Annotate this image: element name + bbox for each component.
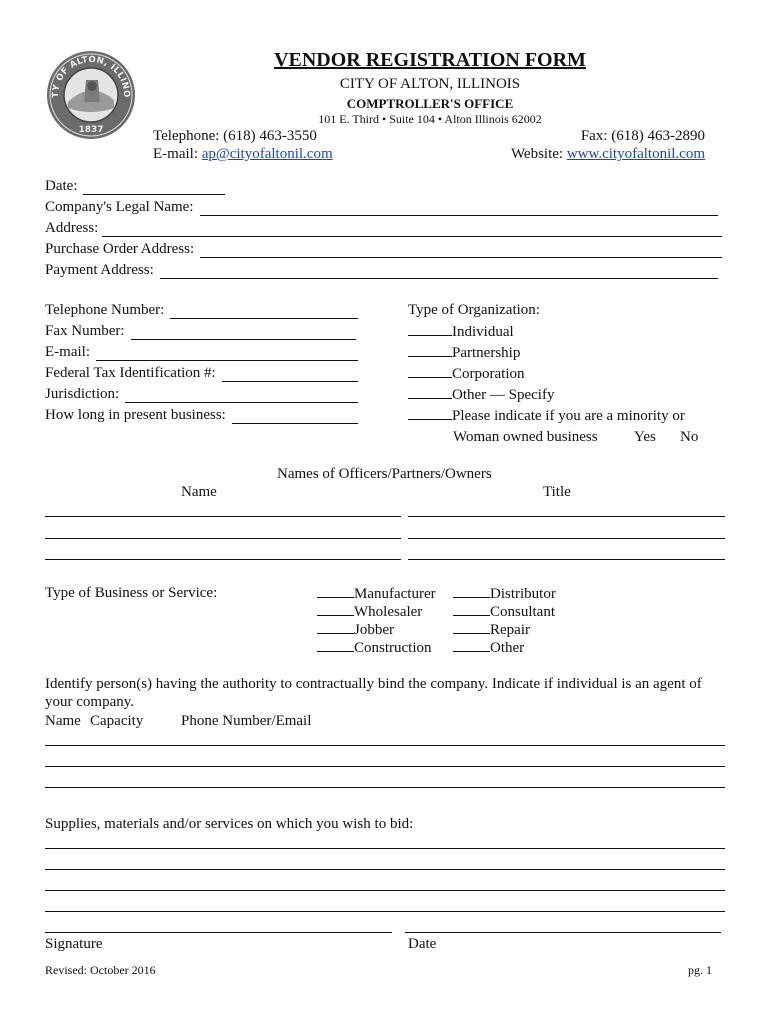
legal-name-label: Company's Legal Name:: [45, 199, 194, 215]
legal-name-field: [45, 199, 718, 216]
city-seal: [46, 50, 136, 140]
how-long-blank[interactable]: [232, 411, 358, 424]
org-blank[interactable]: [408, 407, 452, 420]
address-blank[interactable]: [102, 224, 722, 237]
payment-address-field: [45, 262, 718, 279]
business-option-label: Wholesaler: [354, 604, 423, 620]
email-line: [153, 146, 333, 163]
business-option-label: Manufacturer: [354, 586, 436, 602]
business-option-label: Consultant: [490, 604, 556, 620]
business-blank[interactable]: [453, 585, 490, 598]
business-option-manufacturer[interactable]: [317, 585, 436, 603]
signature-label: Signature: [45, 936, 103, 952]
officers-heading: Names of Officers/Partners/Owners: [277, 466, 492, 482]
business-label: Type of Business or Service:: [45, 585, 218, 601]
business-blank[interactable]: [317, 603, 354, 616]
website-label: Website:: [510, 146, 567, 162]
office-address: 101 E. Third • Suite 104 • Alton Illinois 62002: [318, 112, 542, 126]
date-field: [45, 178, 225, 195]
business-blank[interactable]: [453, 639, 490, 652]
email-field-label: E-mail:: [45, 344, 90, 360]
org-blank[interactable]: [408, 365, 452, 378]
email-label: E-mail:: [153, 146, 202, 162]
business-blank[interactable]: [453, 621, 490, 634]
address-label: Address:: [45, 220, 99, 236]
business-option-label: Jobber: [354, 622, 394, 638]
date-label: Date:: [45, 178, 78, 194]
org-option-minority[interactable]: [408, 407, 685, 425]
business-option-label: Other: [490, 640, 525, 656]
po-address-label: Purchase Order Address:: [45, 241, 195, 257]
business-option-label: Distributor: [490, 586, 556, 602]
org-option-label: Other — Specify: [452, 387, 555, 403]
fax-field: [45, 323, 356, 340]
payment-address-label: Payment Address:: [45, 262, 154, 278]
authority-phone-header: Phone Number/Email: [181, 713, 312, 729]
date-blank[interactable]: [83, 182, 225, 195]
officers-name-header: Name: [181, 484, 217, 500]
website-line: [511, 146, 705, 163]
authority-text-cont: your company.: [45, 694, 135, 710]
business-option-distributor[interactable]: [453, 585, 556, 603]
authority-line[interactable]: [45, 766, 725, 767]
business-blank[interactable]: [317, 639, 354, 652]
telephone-label: Telephone Number:: [45, 302, 165, 318]
authority-line[interactable]: [45, 787, 725, 788]
org-blank[interactable]: [408, 344, 452, 357]
business-option-label: Repair: [490, 622, 530, 638]
business-blank[interactable]: [317, 621, 354, 634]
supplies-label: Supplies, materials and/or services on which you wish to bid:: [45, 816, 414, 832]
org-option-label: Partnership: [452, 345, 521, 361]
business-option-consultant[interactable]: [453, 603, 555, 621]
signature-line[interactable]: [45, 932, 392, 933]
telephone-field: [45, 302, 358, 319]
authority-capacity-header: Capacity: [90, 713, 144, 729]
org-option-individual[interactable]: [408, 323, 514, 341]
business-blank[interactable]: [317, 585, 354, 598]
supplies-line[interactable]: [45, 869, 725, 870]
fax-blank[interactable]: [131, 327, 356, 340]
form-title: VENDOR REGISTRATION FORM: [274, 49, 586, 71]
how-long-label: How long in present business:: [45, 407, 226, 423]
page-number: pg. 1: [688, 963, 712, 977]
officer-title-line[interactable]: [408, 516, 725, 517]
signature-date-label: Date: [408, 936, 437, 952]
fax-line: Fax: (618) 463-2890: [580, 128, 705, 144]
website-link[interactable]: www.cityofaltonil.com: [566, 146, 705, 162]
seal-text: TY OF ALTON, ILLINO: [50, 54, 132, 98]
officers-title-header: Title: [543, 484, 571, 500]
woman-owned-yes[interactable]: Yes: [634, 429, 656, 445]
email-blank[interactable]: [96, 348, 358, 361]
email-link[interactable]: ap@cityofaltonil.com: [201, 146, 333, 162]
org-option-partnership[interactable]: [408, 344, 520, 362]
officer-name-line[interactable]: [45, 538, 401, 539]
organization-heading: Type of Organization:: [408, 302, 540, 318]
telephone-blank[interactable]: [170, 306, 358, 319]
po-address-field: [45, 241, 722, 258]
officer-title-line[interactable]: [408, 559, 725, 560]
supplies-line[interactable]: [45, 848, 725, 849]
org-blank[interactable]: [408, 386, 452, 399]
tax-id-label: Federal Tax Identification #:: [45, 365, 216, 381]
payment-address-blank[interactable]: [160, 266, 718, 279]
address-field: [45, 220, 722, 237]
supplies-line[interactable]: [45, 890, 725, 891]
business-option-jobber[interactable]: [317, 621, 394, 639]
city-name: CITY OF ALTON, ILLINOIS: [339, 76, 521, 92]
jurisdiction-blank[interactable]: [125, 390, 358, 403]
legal-name-blank[interactable]: [200, 203, 719, 216]
date-signature-line[interactable]: [405, 932, 721, 933]
authority-name-header: Name: [45, 713, 81, 729]
business-blank[interactable]: [453, 603, 490, 616]
business-option-label: Construction: [354, 640, 432, 656]
email-field: [45, 344, 358, 361]
fax-label: Fax Number:: [45, 323, 125, 339]
business-option-repair[interactable]: [453, 621, 530, 639]
org-option-label: Please indicate if you are a minority or: [452, 408, 685, 424]
org-option-corporation[interactable]: [408, 365, 525, 383]
how-long-field: [45, 407, 358, 424]
jurisdiction-field: [45, 386, 358, 403]
org-blank[interactable]: [408, 323, 452, 336]
authority-text: Identify person(s) having the authority to contractually bind the company. Indicate if individual is an agent of: [45, 676, 702, 692]
jurisdiction-label: Jurisdiction:: [45, 386, 120, 402]
tax-id-blank[interactable]: [222, 369, 358, 382]
authority-line[interactable]: [45, 745, 725, 746]
telephone-line: Telephone: (618) 463-3550: [153, 128, 317, 144]
officer-name-line[interactable]: [45, 559, 401, 560]
po-address-blank[interactable]: [200, 245, 722, 258]
office-name: COMPTROLLER'S OFFICE: [346, 96, 514, 111]
seal-year: 1837: [78, 125, 104, 135]
officer-name-line[interactable]: [45, 516, 401, 517]
woman-owned-label: Woman owned business: [453, 429, 598, 445]
org-option-other[interactable]: [408, 386, 554, 404]
org-option-label: Individual: [452, 324, 514, 340]
business-option-wholesaler[interactable]: [317, 603, 422, 621]
woman-owned-no[interactable]: No: [680, 429, 699, 445]
revised-date: Revised: October 2016: [45, 963, 156, 977]
tax-id-field: [45, 365, 358, 382]
business-option-construction[interactable]: [317, 639, 432, 657]
officer-title-line[interactable]: [408, 538, 725, 539]
business-option-other[interactable]: [453, 639, 524, 657]
org-option-label: Corporation: [452, 366, 525, 382]
supplies-line[interactable]: [45, 911, 725, 912]
